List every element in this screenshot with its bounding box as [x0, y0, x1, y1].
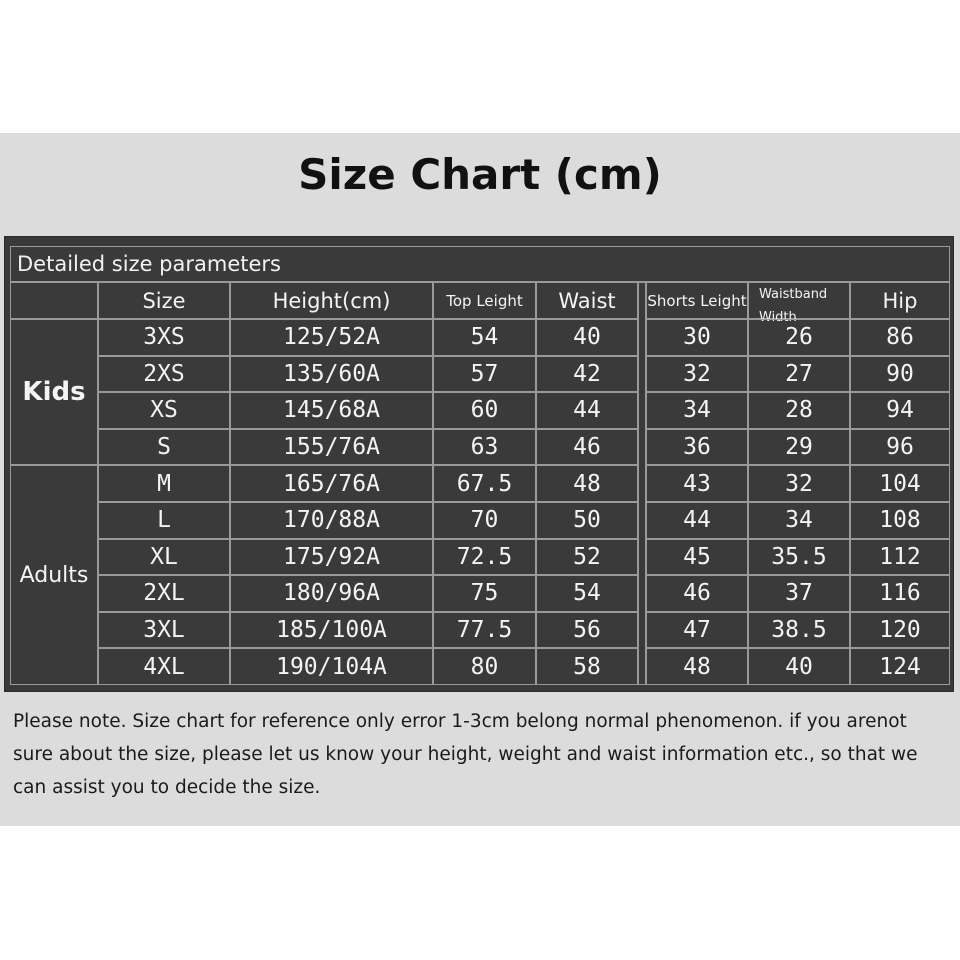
cell-shorts: 30	[646, 319, 748, 356]
group-adults: Adults	[10, 465, 98, 685]
header-top: Top Leight	[433, 282, 536, 319]
cell-top: 54	[433, 319, 536, 356]
cell-shorts: 46	[646, 575, 748, 612]
cell-waistband: 35.5	[748, 539, 850, 576]
cell-size: XS	[98, 392, 230, 429]
cell-shorts: 32	[646, 356, 748, 393]
cell-waist: 54	[536, 575, 638, 612]
cell-top: 57	[433, 356, 536, 393]
cell-waistband: 38.5	[748, 612, 850, 649]
header-hip: Hip	[850, 282, 950, 319]
cell-size: 2XL	[98, 575, 230, 612]
cell-waist: 48	[536, 465, 638, 502]
header-height: Height(cm)	[230, 282, 433, 319]
cell-hip: 94	[850, 392, 950, 429]
params-label: Detailed size parameters	[10, 246, 950, 282]
cell-hip: 108	[850, 502, 950, 539]
cell-hip: 124	[850, 648, 950, 685]
header-group	[10, 282, 98, 319]
cell-height: 135/60A	[230, 356, 433, 393]
cell-shorts: 43	[646, 465, 748, 502]
cell-size: 3XS	[98, 319, 230, 356]
cell-waist: 50	[536, 502, 638, 539]
cell-waistband: 37	[748, 575, 850, 612]
cell-waistband: 27	[748, 356, 850, 393]
cell-waist: 56	[536, 612, 638, 649]
column-divider	[638, 282, 646, 685]
cell-shorts: 44	[646, 502, 748, 539]
cell-waist: 44	[536, 392, 638, 429]
cell-height: 180/96A	[230, 575, 433, 612]
cell-height: 125/52A	[230, 319, 433, 356]
cell-hip: 90	[850, 356, 950, 393]
cell-hip: 104	[850, 465, 950, 502]
header-waistband: Waistband Width	[748, 282, 850, 319]
cell-shorts: 45	[646, 539, 748, 576]
cell-top: 80	[433, 648, 536, 685]
cell-waist: 58	[536, 648, 638, 685]
cell-size: S	[98, 429, 230, 466]
cell-height: 165/76A	[230, 465, 433, 502]
cell-top: 70	[433, 502, 536, 539]
header-size: Size	[98, 282, 230, 319]
cell-shorts: 34	[646, 392, 748, 429]
cell-top: 72.5	[433, 539, 536, 576]
cell-top: 75	[433, 575, 536, 612]
cell-hip: 116	[850, 575, 950, 612]
cell-waistband: 32	[748, 465, 850, 502]
cell-waistband: 40	[748, 648, 850, 685]
cell-waistband: 26	[748, 319, 850, 356]
cell-height: 190/104A	[230, 648, 433, 685]
cell-waistband: 28	[748, 392, 850, 429]
cell-size: M	[98, 465, 230, 502]
cell-hip: 112	[850, 539, 950, 576]
group-kids: Kids	[10, 319, 98, 465]
header-waist: Waist	[536, 282, 638, 319]
cell-waistband: 34	[748, 502, 850, 539]
cell-size: 2XS	[98, 356, 230, 393]
cell-waist: 46	[536, 429, 638, 466]
page-title: Size Chart (cm)	[298, 150, 662, 199]
header-shorts: Shorts Leight	[646, 282, 748, 319]
cell-shorts: 48	[646, 648, 748, 685]
cell-height: 185/100A	[230, 612, 433, 649]
cell-size: 4XL	[98, 648, 230, 685]
cell-waist: 40	[536, 319, 638, 356]
cell-size: 3XL	[98, 612, 230, 649]
cell-top: 67.5	[433, 465, 536, 502]
cell-top: 60	[433, 392, 536, 429]
cell-top: 63	[433, 429, 536, 466]
cell-waist: 52	[536, 539, 638, 576]
cell-shorts: 36	[646, 429, 748, 466]
cell-hip: 86	[850, 319, 950, 356]
cell-waistband: 29	[748, 429, 850, 466]
cell-shorts: 47	[646, 612, 748, 649]
cell-waist: 42	[536, 356, 638, 393]
cell-size: XL	[98, 539, 230, 576]
cell-size: L	[98, 502, 230, 539]
cell-height: 155/76A	[230, 429, 433, 466]
cell-hip: 96	[850, 429, 950, 466]
size-note: Please note. Size chart for reference only error 1-3cm belong normal phenomenon. if you arenot sure about the size, please let us know your height, weight and waist information etc., so that we can assist you to decide the size.	[13, 711, 918, 798]
cell-height: 175/92A	[230, 539, 433, 576]
cell-height: 170/88A	[230, 502, 433, 539]
cell-top: 77.5	[433, 612, 536, 649]
cell-hip: 120	[850, 612, 950, 649]
cell-height: 145/68A	[230, 392, 433, 429]
